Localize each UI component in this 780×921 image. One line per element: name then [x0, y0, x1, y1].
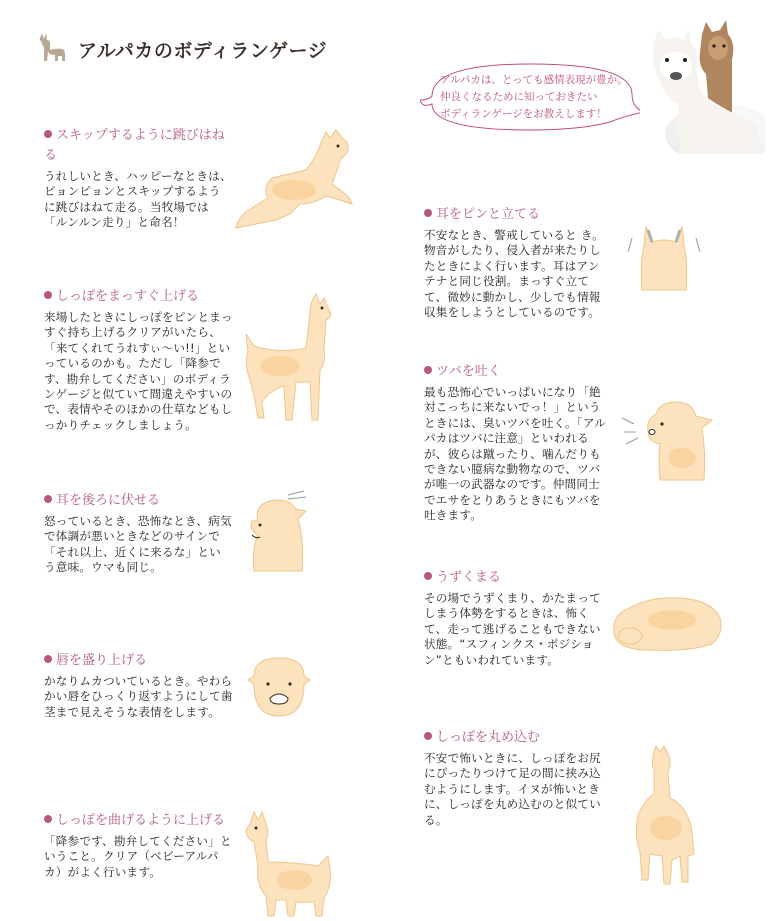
section-spit [424, 362, 610, 524]
bullet-icon [44, 655, 52, 663]
bullet-icon [424, 572, 432, 580]
bullet-icon [44, 815, 52, 823]
intro-line: アルパカは、とっても感情表現が豊か。 [440, 74, 628, 86]
section-body: 怒っているとき、恐怖なとき、病気で体調が悪いときなどのサインで「それ以上、近くに来るな」という意味。ウマも同じ。 [44, 514, 232, 575]
section-lip-raise [44, 651, 234, 720]
crouching-alpaca-illustration [608, 590, 724, 654]
page-title: アルパカのボディランゲージ [78, 40, 328, 62]
section-tail-tucked [424, 728, 610, 828]
section-title: 唇を盛り上げる [44, 651, 234, 671]
section-body: その場でうずくまり、かたまってしまう体勢をするときは、怖くて、走って逃げることもできない状態。“スフィンクス・ポジション”ともいわれています。 [424, 591, 601, 667]
section-tail-straight-up [44, 287, 234, 433]
section-ears-up [424, 205, 610, 320]
bullet-icon [424, 209, 432, 217]
section-body: かなりムカついているとき。やわらかい唇をひっくり返すようにして歯茎まで見えそうな表情をします。 [44, 674, 233, 719]
section-title: しっぽを曲げるように上げる [44, 811, 234, 831]
section-body: 最も恐怖心でいっぱいになり「絶対こっちに来ないでっ！」というときには、臭いツバを吐く。「アルパカはツバに注意」といわれるが、彼らは蹴ったり、噛んだりもできない臆病な動物なので、ツバが唯一の武器なのです。仲間同士でエサをとりあうときにもツバを吐きます。 [424, 385, 606, 523]
bullet-icon [424, 366, 432, 374]
intro-line: ボディランゲージをお教えします！ [440, 108, 607, 120]
section-body: うれしいとき、ハッピーなときは、ピョンピョンとスキップするように跳びはねて走る。当牧場では「ルンルン走り」と命名！ [44, 169, 232, 230]
section-body: 「降参です、勘弁してください」ということ。クリア（ベビーアルパカ）がよく行います。 [44, 834, 232, 879]
section-title: 耳を後ろに伏せる [44, 491, 232, 511]
ears-up-alpaca-illustration [626, 222, 702, 292]
bullet-icon [44, 495, 52, 503]
bullet-icon [424, 732, 432, 740]
section-body: 不安なとき、警戒していると き。物音がしたり、侵入者が来たりしたときによく行います。耳はアンテナと同じ役割。まっすぐ立てて、微妙に動かし、少しでも情報収集をしようとしているのです。 [424, 228, 604, 320]
ears-back-alpaca-illustration [244, 487, 310, 573]
section-title: スキップするように跳びはねる [44, 128, 225, 163]
alpaca-photo [640, 14, 765, 154]
bullet-icon [44, 130, 52, 138]
section-crouch [424, 568, 610, 668]
section-tail-curled-up [44, 811, 234, 880]
intro-text [440, 72, 628, 123]
jumping-alpaca-illustration [232, 124, 358, 234]
spitting-alpaca-illustration [620, 398, 716, 482]
section-ears-back [44, 491, 232, 576]
tail-curl-alpaca-illustration [236, 806, 336, 918]
section-skip [44, 126, 232, 231]
intro-speech-bubble [420, 56, 650, 138]
section-body: 不安で怖いときに、しっぽをお尻にぴったりつけて足の間に挟み込むようにします。イヌが怖いときに、しっぽを丸め込むのと似ている。 [424, 751, 601, 827]
section-title: しっぽを丸め込む [424, 728, 610, 748]
alpaca-logo-icon [36, 30, 68, 66]
section-title: うずくまる [424, 568, 610, 588]
lip-raise-alpaca-illustration [246, 654, 312, 720]
section-title: ツバを吐く [424, 362, 610, 382]
bullet-icon [44, 291, 52, 299]
section-title: 耳をピンと立てる [424, 205, 610, 225]
section-body: 来場したときにしっぽをピンとまっすぐ持ち上げるクリアがいたら、「来てくれてうれすぃ〜い!!」といっているのかも。ただし「降参です、勘弁してください」のボディランゲージと似ていて間違えやすいので、表情やそのほかの仕草などもしっかりチェックしましょう。 [44, 310, 233, 432]
intro-line: 仲良くなるために知っておきたい [440, 91, 598, 103]
tail-tucked-alpaca-illustration [626, 742, 700, 888]
tail-up-alpaca-illustration [240, 290, 340, 426]
section-title: しっぽをまっすぐ上げる [44, 287, 234, 307]
